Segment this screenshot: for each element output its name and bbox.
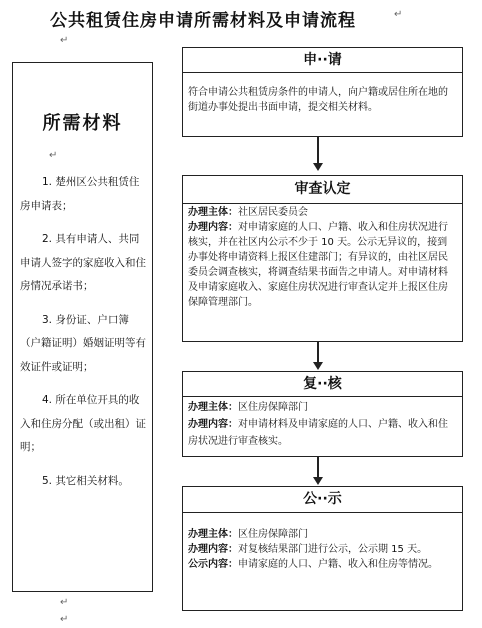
materials-list [20, 171, 146, 503]
materials-item: 5. 其它相关材料。 [42, 474, 129, 487]
materials-item: 4. 所在单位开具的收入和住房分配（或出租）证明； [20, 394, 146, 453]
down-arrow-icon [313, 163, 323, 171]
step-line: 办理内容：对申请材料及申请家庭的人口、户籍、收入和住房状况进行审查核实。 [188, 419, 448, 447]
step-notice-body [188, 527, 457, 572]
document-title: 公共租赁住房申请所需材料及申请流程 [50, 11, 356, 31]
step-recheck-title: 复··核 [183, 372, 462, 397]
materials-item: 2. 具有申请人、共同申请人签字的家庭收入和住房情况承诺书； [20, 233, 146, 292]
paragraph-mark: ↵ [60, 597, 69, 608]
required-materials-title: 所需材料 [42, 113, 123, 134]
step-line: 办理内容：对复核结果部门进行公示，公示期 15 天。 [188, 544, 428, 555]
step-review-box [182, 175, 463, 342]
step-notice-box [182, 486, 463, 611]
step-review-body [188, 205, 457, 310]
step-apply-title: 申··请 [183, 48, 462, 73]
step-line: 公示内容：申请家庭的人口、户籍、收入和住房等情况。 [188, 559, 438, 570]
paragraph-mark: ↵ [60, 614, 69, 625]
down-arrow-icon [313, 362, 323, 370]
materials-item: 3. 身份证、户口簿（户籍证明）婚姻证明等有效证件或证明； [20, 313, 146, 373]
step-apply-box [182, 47, 463, 137]
paragraph-mark: ↵ [49, 150, 58, 161]
paragraph-mark: ↵ [394, 9, 403, 20]
step-notice-title: 公··示 [183, 487, 462, 513]
flow-arrow-shaft [317, 342, 319, 364]
materials-item: 1. 楚州区公共租赁住房申请表； [20, 176, 140, 212]
step-line: 办理内容：对申请家庭的人口、户籍、收入和住房状况进行核实，并在社区内公示不少于 10 天。公示无异议的，接到办事处将申请资料上报区住建部门；有异议的，由社区居民委员会调查核实，将调查结果书面告之申请人。对申请材料及申请家庭收入、家庭住房状况进行审查认定并上报区住房保障管理部门。 [188, 222, 448, 308]
flow-arrow-shaft [317, 137, 319, 165]
step-recheck-box [182, 371, 463, 457]
flow-arrow-shaft [317, 457, 319, 479]
step-line: 办理主体：社区居民委员会 [188, 207, 308, 218]
step-apply-body [188, 85, 457, 115]
step-review-title: 审查认定 [183, 176, 462, 204]
step-line: 符合申请公共租赁房条件的申请人，向户籍或居住所在地的街道办事处提出书面申请，提交相关材料。 [188, 87, 448, 113]
paragraph-mark: ↵ [60, 35, 69, 46]
step-line: 办理主体：区住房保障部门 [188, 529, 308, 540]
step-line: 办理主体：区住房保障部门 [188, 402, 308, 413]
required-materials-box [12, 62, 153, 592]
step-recheck-body [188, 399, 457, 450]
down-arrow-icon [313, 477, 323, 485]
